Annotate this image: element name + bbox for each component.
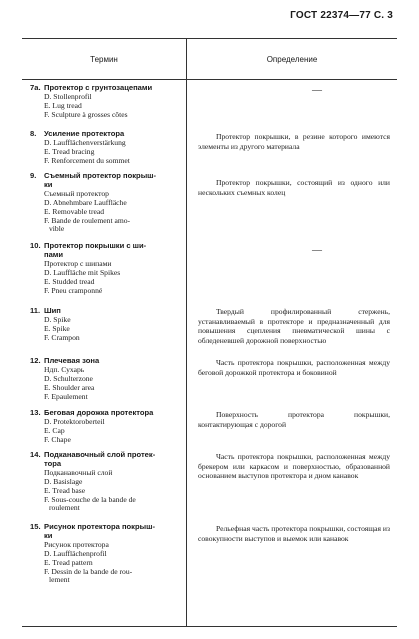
term-title-continued: ки — [44, 179, 53, 189]
term-entry-11 — [30, 307, 182, 343]
term-number: 10. — [30, 241, 41, 250]
definition-dash: — — [312, 85, 322, 96]
term-line: F. Renforcement du sommet — [44, 155, 130, 165]
term-line-continued: vible — [49, 224, 65, 234]
term-title-continued: тора — [44, 458, 62, 468]
term-line: D. Basislage — [44, 476, 83, 486]
term-number: 15. — [30, 522, 41, 531]
term-number: 13. — [30, 408, 41, 417]
term-line: E. Removable tread — [44, 206, 105, 216]
term-entry-9 — [30, 172, 182, 234]
header-rule — [22, 79, 397, 80]
term-title: Протектор с грунтозацепами — [44, 83, 153, 92]
term-title: Рисунок протектора покрыш- — [44, 522, 155, 531]
term-line: F. Crampon — [44, 332, 80, 342]
definition-text: Поверхность протектора покрышки, контактирующая с дорогой — [198, 410, 390, 429]
column-header-term: Термин — [90, 55, 118, 64]
term-note: Ндп. Сухарь — [44, 364, 85, 374]
term-line: E. Spike — [44, 323, 70, 333]
term-line: Съемный протектор — [44, 188, 109, 198]
term-entry-13 — [30, 409, 182, 445]
definition-text: Протектор покрышки, в резине которого имеются элементы из другого материала — [198, 132, 390, 151]
term-line: E. Tread pattern — [44, 557, 93, 567]
term-line: D. Lauffläche mit Spikes — [44, 267, 121, 277]
term-line: F. Pneu cramponné — [44, 285, 103, 295]
term-line: D. Laufflächenprofil — [44, 548, 107, 558]
term-line: F. Epaulement — [44, 391, 88, 401]
term-title-continued: ки — [44, 530, 53, 540]
term-line: E. Shoulder area — [44, 382, 95, 392]
definition-text: Часть протектора покрышки, расположенная между брекером или каркасом и поверхностью, образованной основанием выступов протектора и дном канавок — [198, 452, 390, 481]
term-title: Съемный протектор покрыш- — [44, 171, 157, 180]
term-entry-10 — [30, 242, 182, 295]
term-line: D. Laufflächenverstärkung — [44, 137, 126, 147]
term-number: 12. — [30, 356, 41, 365]
term-line: D. Schulterzone — [44, 373, 93, 383]
term-title: Беговая дорожка протектора — [44, 408, 154, 417]
terms-table — [22, 38, 397, 627]
term-line-continued: lement — [49, 575, 70, 585]
term-line: Подканавочный слой — [44, 467, 113, 477]
term-line: D. Spike — [44, 314, 71, 324]
term-title: Подканавочный слой протек- — [44, 450, 156, 459]
term-line: F. Sculpture à grosses côtes — [44, 109, 128, 119]
definition-text: Протектор покрышки, состоящий из одного или нескольких съемных колец — [198, 178, 390, 197]
term-line: D. Stollenprofil — [44, 91, 92, 101]
term-number: 7а. — [30, 83, 41, 92]
term-title: Плечевая зона — [44, 356, 100, 365]
term-entry-8 — [30, 130, 182, 166]
term-line: E. Tread base — [44, 485, 86, 495]
definition-text: Часть протектора покрышки, расположенная между беговой дорожкой протектора и боковиной — [198, 358, 390, 377]
term-number: 14. — [30, 450, 41, 459]
term-entry-12 — [30, 357, 182, 402]
term-title: Шип — [44, 306, 61, 315]
term-line: D. Abnehmbare Lauffläche — [44, 197, 127, 207]
term-number: 11. — [30, 306, 41, 315]
term-line: F. Bande de roulement amo- — [44, 215, 131, 225]
column-header-definition: Определение — [266, 55, 318, 64]
term-line: F. Chape — [44, 434, 71, 444]
term-title-continued: пами — [44, 249, 64, 259]
term-line: E. Studded tread — [44, 276, 95, 286]
term-number: 8. — [30, 129, 37, 138]
column-divider — [186, 39, 187, 626]
page-header-code: ГОСТ 22374—77 С. 3 — [290, 10, 393, 21]
term-entry-15 — [30, 523, 182, 585]
term-title: Усиление протектора — [44, 129, 125, 138]
term-line: E. Cap — [44, 425, 65, 435]
term-title: Протектор покрышки с ши- — [44, 241, 147, 250]
definition-text: Твердый профилированный стержень, устанавливаемый в протекторе и предназначенный для повышения сцепления пневматической шины с обледеневшей дорожной поверхностью — [198, 307, 390, 345]
term-line: Рисунок протектора — [44, 539, 109, 549]
term-entry-7a — [30, 84, 182, 120]
term-entry-14 — [30, 451, 182, 513]
term-number: 9. — [30, 171, 37, 180]
term-line: F. Dessin de la bande de rou- — [44, 566, 133, 576]
definition-text: Рельефная часть протектора покрышки, состоящая из совокупности выступов и выемок или канавок — [198, 524, 390, 543]
term-line-continued: roulement — [49, 503, 80, 513]
term-line: F. Sous-couche de la bande de — [44, 494, 136, 504]
term-line: D. Protektoroberteil — [44, 416, 105, 426]
term-line: E. Lug tread — [44, 100, 82, 110]
term-line: E. Tread bracing — [44, 146, 95, 156]
term-line: Протектор с шипами — [44, 258, 112, 268]
definition-dash: — — [312, 245, 322, 256]
